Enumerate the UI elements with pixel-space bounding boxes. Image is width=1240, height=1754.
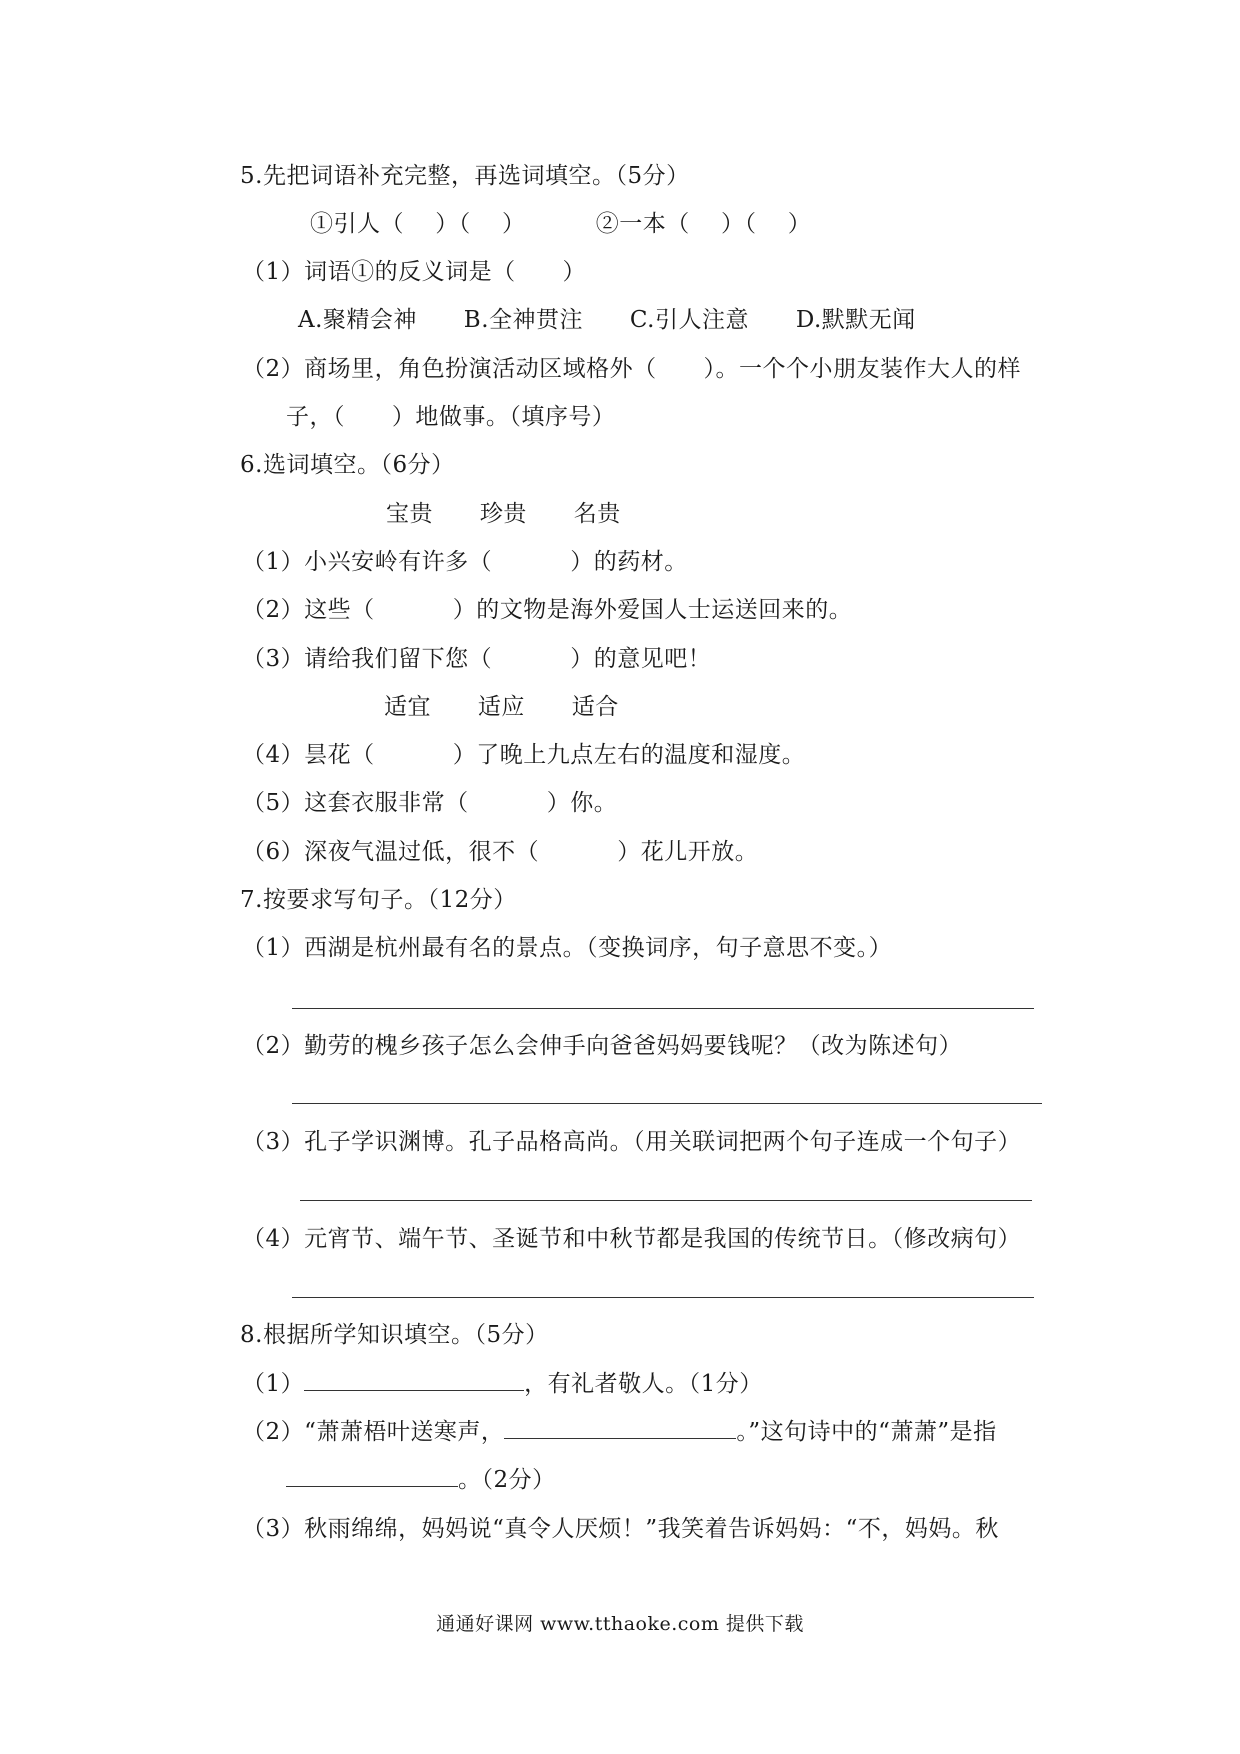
- answer-line-1[interactable]: [292, 1008, 1034, 1009]
- q8-part1-suffix: ，有礼者敬人。（1分）: [524, 1371, 763, 1397]
- answer-line-2[interactable]: [292, 1103, 1042, 1104]
- q8-title: 8.根据所学知识填空。（5分）: [240, 1322, 549, 1348]
- q7-part2: （2）勤劳的槐乡孩子怎么会伸手向爸爸妈妈要钱呢？（改为陈述句）: [242, 1033, 963, 1059]
- q5-options: A.聚精会神 B.全神贯注 C.引人注意 D.默默无闻: [298, 307, 916, 333]
- q5-words: ①引人（ ）（ ） ②一本（ ）（ ）: [310, 211, 812, 237]
- q8-part3: （3）秋雨绵绵，妈妈说“真令人厌烦！”我笑着告诉妈妈：“不，妈妈。秋: [242, 1516, 999, 1542]
- q6-part2: （2）这些（ ）的文物是海外爱国人士运送回来的。: [242, 597, 853, 623]
- fill-blank-1[interactable]: [304, 1370, 524, 1391]
- q8-part2-cont: [286, 1466, 556, 1494]
- q8-part2-prefix: （2）“萧萧梧叶送寒声，: [242, 1419, 505, 1445]
- answer-line-3[interactable]: [300, 1200, 1032, 1201]
- fill-blank-2[interactable]: [504, 1418, 736, 1439]
- q8-part1: [242, 1370, 763, 1398]
- q7-title: 7.按要求写句子。（12分）: [240, 887, 517, 913]
- fill-blank-3[interactable]: [286, 1466, 458, 1487]
- q6-title: 6.选词填空。（6分）: [240, 452, 455, 478]
- q5-title: 5.先把词语补充完整，再选词填空。（5分）: [240, 163, 690, 189]
- q6-word-group-2: 适宜 适应 适合: [384, 694, 619, 720]
- q6-part1: （1）小兴安岭有许多（ ）的药材。: [242, 549, 688, 575]
- q8-part1-prefix: （1）: [242, 1371, 305, 1397]
- q8-part2-suffix: 。”这句诗中的“萧萧”是指: [736, 1419, 997, 1445]
- q6-part3: （3）请给我们留下您（ ）的意见吧！: [242, 646, 712, 672]
- q6-part4: （4）昙花（ ）了晚上九点左右的温度和湿度。: [242, 742, 806, 768]
- q6-part6: （6）深夜气温过低，很不（ ）花儿开放。: [242, 839, 759, 865]
- q5-part1: （1）词语①的反义词是（ ）: [242, 259, 586, 285]
- answer-line-4[interactable]: [292, 1297, 1034, 1298]
- q7-part4: （4）元宵节、端午节、圣诞节和中秋节都是我国的传统节日。（修改病句）: [242, 1226, 1022, 1252]
- q6-part5: （5）这套衣服非常（ ）你。: [242, 790, 618, 816]
- q8-part2-score: 。（2分）: [458, 1467, 556, 1493]
- q7-part1: （1）西湖是杭州最有名的景点。（变换词序，句子意思不变。）: [242, 935, 893, 961]
- q5-part2-line1: （2）商场里，角色扮演活动区域格外（ ）。一个个小朋友装作大人的样: [242, 356, 1021, 382]
- q7-part3: （3）孔子学识渊博。孔子品格高尚。（用关联词把两个句子连成一个句子）: [242, 1129, 1022, 1155]
- q6-word-group-1: 宝贵 珍贵 名贵: [386, 501, 621, 527]
- q8-part2: [242, 1418, 997, 1446]
- footer-credit: 通通好课网 www.tthaoke.com 提供下载: [436, 1613, 804, 1635]
- q5-part2-line2: 子，（ ）地做事。（填序号）: [286, 404, 616, 430]
